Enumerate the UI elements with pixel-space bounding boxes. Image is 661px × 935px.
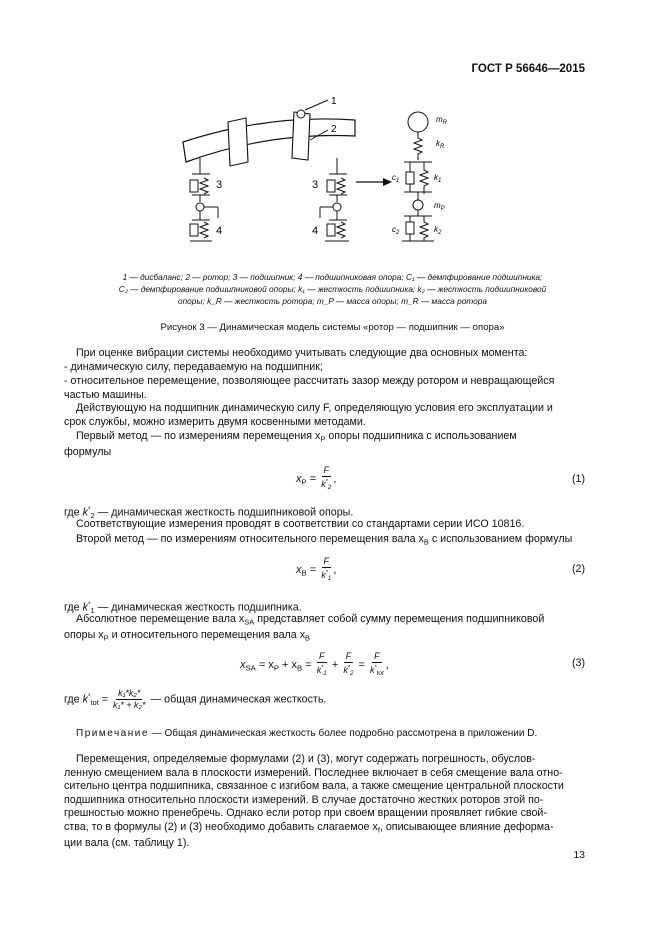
rotor-shape bbox=[183, 119, 355, 162]
legend-line-1: 1 — дисбаланс; 2 — ротор; 3 — подшипник; 4 — подшипниковая опора; C₁ — демпфирование подшипника; bbox=[122, 272, 543, 282]
legend-line-3: опоры; k_R — жесткость ротора; m_P — масса опоры; m_R — масса ротора bbox=[178, 296, 487, 306]
label-c2: $c_2$ bbox=[392, 225, 400, 236]
paragraph-absolute: Абсолютное перемещение вала $x_{SA}$ представляет собой сумму перемещения подшипниковой опоры $x_P$ и относительного перемещения вала $x_B$ bbox=[64, 613, 545, 643]
label-k1: $k_1$ bbox=[434, 173, 442, 184]
label-c1: $c_1$ bbox=[392, 173, 400, 184]
equation-3-number: (3) bbox=[571, 657, 585, 669]
figure-caption: Рисунок 3 — Динамическая модель системы «ротор — подшипник — опора» bbox=[160, 322, 505, 333]
paragraph-force: Действующую на подшипник динамическую силу F, определяющую условия его эксплуатации и срок службы, можно измерить двумя косвенными методами. bbox=[64, 402, 553, 428]
callout-3-right: 3 bbox=[312, 179, 319, 191]
label-mR: $m_R$ bbox=[436, 115, 448, 126]
left-bearing-housing bbox=[228, 118, 248, 166]
callout-1: 1 bbox=[331, 96, 337, 107]
equation-1-number: (1) bbox=[571, 473, 585, 485]
equation-2: $x_B$ = $\frac{F}{k^*_1}$ , bbox=[296, 556, 337, 583]
paragraph-errors: Перемещения, определяемые формулами (2) и (3), могут содержать погрешность, обуслов- ленную смещением вала в плоскости измерений. Последнее включает в себя смещение вала отно- сительно центра подшипника, связанное с изгибом вала, а также смещение центральной плоскости подшипника относительно плоскости измерений. В случае достаточно жестких роторов этой по- грешностью можно пренебречь. Однако если ротор при своем вращении проявляет гибкие свой- ства, то в формулы (2) и (3) необходимо добавить слагаемое $x_f$, описывающее влияние деформа- ции вала (см. таблицу 1). bbox=[64, 753, 564, 850]
callout-3-left: 3 bbox=[216, 179, 223, 191]
callout-2: 2 bbox=[331, 124, 337, 135]
where-k1: где $k^*_1$ — динамическая жесткость подшипника. bbox=[64, 601, 302, 616]
page-number: 13 bbox=[573, 849, 585, 861]
paragraph-method-2: Второй метод — по измерениям относительного перемещения вала $x_B$ с использованием формулы bbox=[76, 533, 573, 547]
note: Примечание — Общая динамическая жесткость более подробно рассмотрена в приложении D. bbox=[76, 728, 538, 739]
paragraph-1: При оценке вибрации системы необходимо учитывать следующие два основных момента: bbox=[76, 347, 528, 359]
equation-1: $x_P$ = $\frac{F}{k^*_2}$ , bbox=[296, 465, 337, 492]
label-mP: $m_P$ bbox=[434, 201, 445, 212]
dynamic-model-figure bbox=[178, 92, 588, 267]
list-item-2: - относительное перемещение, позволяющее рассчитать зазор между ротором и невращающейся частью машины. bbox=[64, 375, 555, 401]
callout-4-left: 4 bbox=[216, 225, 223, 237]
label-k2: $k_2$ bbox=[434, 225, 442, 236]
figure-legend bbox=[64, 271, 601, 307]
equation-2-number: (2) bbox=[571, 563, 585, 575]
where-ktot: где $k^*_{tot}$ = $\frac{\text{k₁*k₂*}}{\text{k₁* + k₂*}}$ — общая динамическая жесткость. bbox=[64, 688, 327, 710]
paragraph-method-1: Первый метод — по измерениям перемещения $x_P$ опоры подшипника с использованием формулы bbox=[64, 430, 517, 459]
paragraph-iso: Соответствующие измерения проводят в соответствии со стандартами серии ИСО 10816. bbox=[76, 518, 525, 530]
where-k2: где $k^*_2$ — динамическая жесткость подшипниковой опоры. bbox=[64, 506, 354, 521]
callout-4-right: 4 bbox=[312, 225, 319, 237]
equation-3: $x_{SA} = x_P + x_B$ = $\frac{F}{k^*_1}$ + $\frac{F}{k^*_2}$ = $\frac{F}{k^*_{tot}}$ , bbox=[240, 651, 389, 678]
right-bearing-housing bbox=[292, 112, 310, 160]
label-kR: $k_R$ bbox=[436, 139, 445, 150]
standard-header: ГОСТ Р 56646—2015 bbox=[471, 63, 585, 75]
legend-line-2: C₂ — демпфирование подшипниковой опоры; k₁ — жесткость подшипника; k₂ — жесткость подшипниковой bbox=[118, 284, 547, 294]
list-item-1: - динамическую силу, передаваемую на подшипник; bbox=[64, 361, 323, 373]
